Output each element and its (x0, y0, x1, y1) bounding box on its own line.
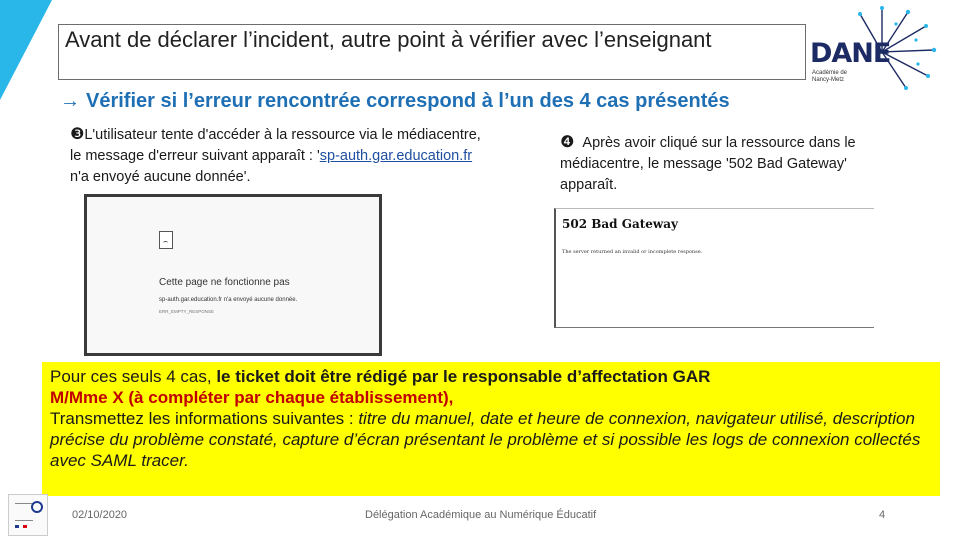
page-number: 4 (879, 509, 886, 521)
right-arrow-icon: → (60, 90, 80, 112)
flag-icon (15, 525, 27, 528)
notice-text-italic: titre du manuel, date et heure de connexion, navigateur utilisé, description précise du problème constaté, capture d’écran présentant le problème et si possible les logs de connexion collectés avec SAML tracer. (50, 409, 921, 470)
case-4-screenshot (554, 208, 874, 328)
case-4-number: ❹ (560, 134, 575, 151)
subtitle-text: Vérifier si l’erreur rencontrée correspond à l’un des 4 cas présentés (86, 90, 730, 112)
case-4-description (560, 132, 880, 196)
accent-triangle (0, 0, 52, 100)
case-3-description (70, 124, 490, 188)
notice-box (42, 362, 940, 496)
screenshot-error-code: ERR_EMPTY_RESPONSE (159, 309, 215, 314)
case-3-number: ❸ (70, 126, 85, 143)
footer-organization: Délégation Académique au Numérique Éducatif (365, 509, 597, 521)
notice-text-red: M/Mme X (à compléter par chaque établissement), (50, 388, 454, 407)
marianne-disc-icon (31, 501, 43, 513)
notice-text-bold: le ticket doit être rédigé par le responsable d’affectation GAR (216, 367, 711, 386)
bad-gateway-message: The server returned an invalid or incomplete response. (562, 249, 703, 255)
dane-logo (802, 4, 938, 90)
logo-text: DANE (810, 38, 891, 69)
screenshot-error-message: sp-auth.gar.education.fr n'a envoyé aucune donnée. (159, 297, 298, 303)
bad-gateway-title: 502 Bad Gateway (562, 217, 678, 231)
case-3-link[interactable]: sp-auth.gar.education.fr (319, 148, 473, 164)
notice-text-1: Pour ces seuls 4 cas, (50, 367, 217, 386)
marianne-logo (8, 494, 48, 536)
slide-subtitle (60, 90, 730, 113)
footer-date: 02/10/2020 (72, 509, 128, 521)
case-3-screenshot (84, 194, 382, 356)
logo-sub-line2: Nancy-Metz (812, 77, 845, 83)
slide-title: Avant de déclarer l’incident, autre point à vérifier avec l’enseignant (58, 24, 806, 80)
sad-document-icon (159, 231, 173, 249)
case-4-text: Après avoir cliqué sur la ressource dans le médiacentre, le message '502 Bad Gateway' apparaît. (560, 135, 856, 193)
screenshot-error-title: Cette page ne fonctionne pas (159, 277, 290, 288)
case-3-text-end: n'a envoyé aucune donnée'. (70, 169, 251, 185)
notice-text-4: Transmettez les informations suivantes : (50, 409, 359, 428)
logo-subtitle (812, 70, 847, 84)
case-3-text: L'utilisateur tente d'accéder à la ressource via le médiacentre, le message d'erreur suivant apparaît : ' (70, 127, 481, 164)
logo-sub-line1: Académie de (812, 70, 848, 76)
